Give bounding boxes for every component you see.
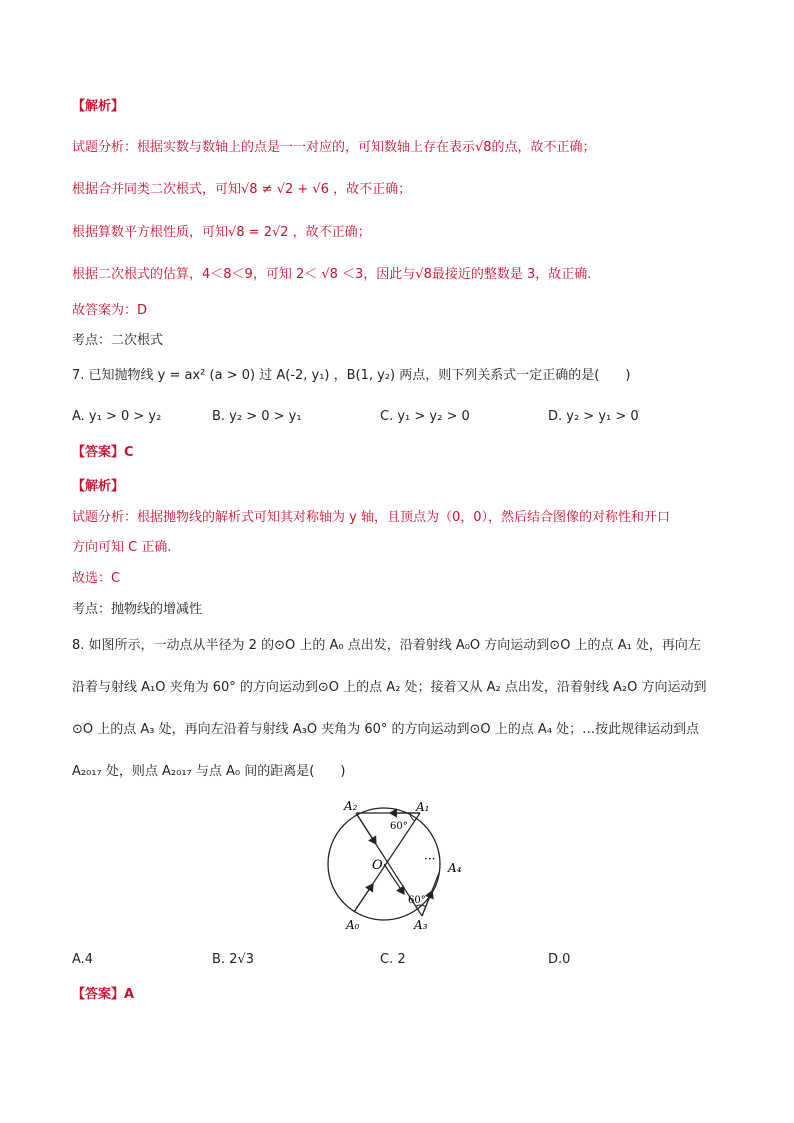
q7-knowledge-point: 考点：抛物线的增减性 — [72, 602, 203, 617]
q8-answer: 【答案】A — [72, 987, 135, 1002]
q7-analysis-line: 方向可知 C 正确. — [72, 540, 172, 555]
label-a0: A₀ — [346, 918, 360, 932]
q8-option-b: B. 2√3 — [212, 952, 255, 967]
q7-analysis-line: 试题分析：根据抛物线的解析式可知其对称轴为 y 轴，且顶点为（0，0），然后结合图像的对称性和开口 — [72, 510, 671, 525]
label-o: O — [372, 858, 383, 873]
label-a3: A₃ — [414, 918, 428, 932]
q7-analysis-heading: 【解析】 — [72, 479, 125, 494]
analysis-line: 试题分析：根据实数与数轴上的点是一一对应的，可知数轴上存在表示√8的点，故不正确； — [72, 140, 596, 155]
q8-option-c: C. 2 — [380, 952, 406, 967]
label-angle-top: 60° — [390, 821, 408, 832]
question-8-line: A₂₀₁₇ 处，则点 A₂₀₁₇ 与点 A₀ 间的距离是( ) — [72, 764, 346, 779]
knowledge-point: 考点：二次根式 — [72, 333, 164, 348]
q8-option-d: D.0 — [548, 952, 571, 967]
q7-option-a: A. y₁ > 0 > y₂ — [72, 409, 162, 424]
label-a2: A₂ — [344, 799, 358, 813]
q7-option-c: C. y₁ > y₂ > 0 — [380, 409, 470, 424]
ellipsis-mark: ··· — [424, 852, 436, 866]
circle-figure — [318, 795, 470, 935]
q8-option-a: A.4 — [72, 952, 94, 967]
q7-option-b: B. y₂ > 0 > y₁ — [212, 409, 302, 424]
question-8-line: ⊙O 上的点 A₃ 处，再向左沿着与射线 A₃O 夹角为 60° 的方向运动到⊙O 上的点 A₄ 处；…按此规律运动到点 — [72, 722, 700, 737]
analysis-heading: 【解析】 — [72, 99, 125, 114]
label-a4: A₄ — [448, 861, 462, 875]
analysis-line: 根据二次根式的估算，4＜8＜9，可知 2＜ √8 ＜3，因此与√8最接近的整数是 3，故正确. — [72, 267, 592, 282]
q7-answer: 【答案】C — [72, 445, 134, 460]
question-7-stem: 7. 已知抛物线 y = ax² (a > 0) 过 A(-2, y₁) ，B(1, y₂) 两点，则下列关系式一定正确的是( ) — [72, 368, 631, 383]
analysis-line: 根据合并同类二次根式，可知√8 ≠ √2 + √6 ，故不正确； — [72, 182, 412, 197]
q7-choice: 故选：C — [72, 571, 121, 586]
answer-line: 故答案为：D — [72, 303, 148, 318]
q7-option-d: D. y₂ > y₁ > 0 — [548, 409, 639, 424]
analysis-line: 根据算数平方根性质，可知√8 = 2√2 ，故不正确； — [72, 225, 371, 240]
label-a1: A₁ — [416, 800, 430, 814]
question-8-line: 8. 如图所示，一动点从半径为 2 的⊙O 上的 A₀ 点出发，沿着射线 A₀O 方向运动到⊙O 上的点 A₁ 处，再向左 — [72, 638, 701, 653]
label-angle-bottom: 60° — [408, 895, 426, 906]
question-8-line: 沿着与射线 A₁O 夹角为 60° 的方向运动到⊙O 上的点 A₂ 处；接着又从 A₂ 点出发，沿着射线 A₂O 方向运动到 — [72, 680, 707, 695]
